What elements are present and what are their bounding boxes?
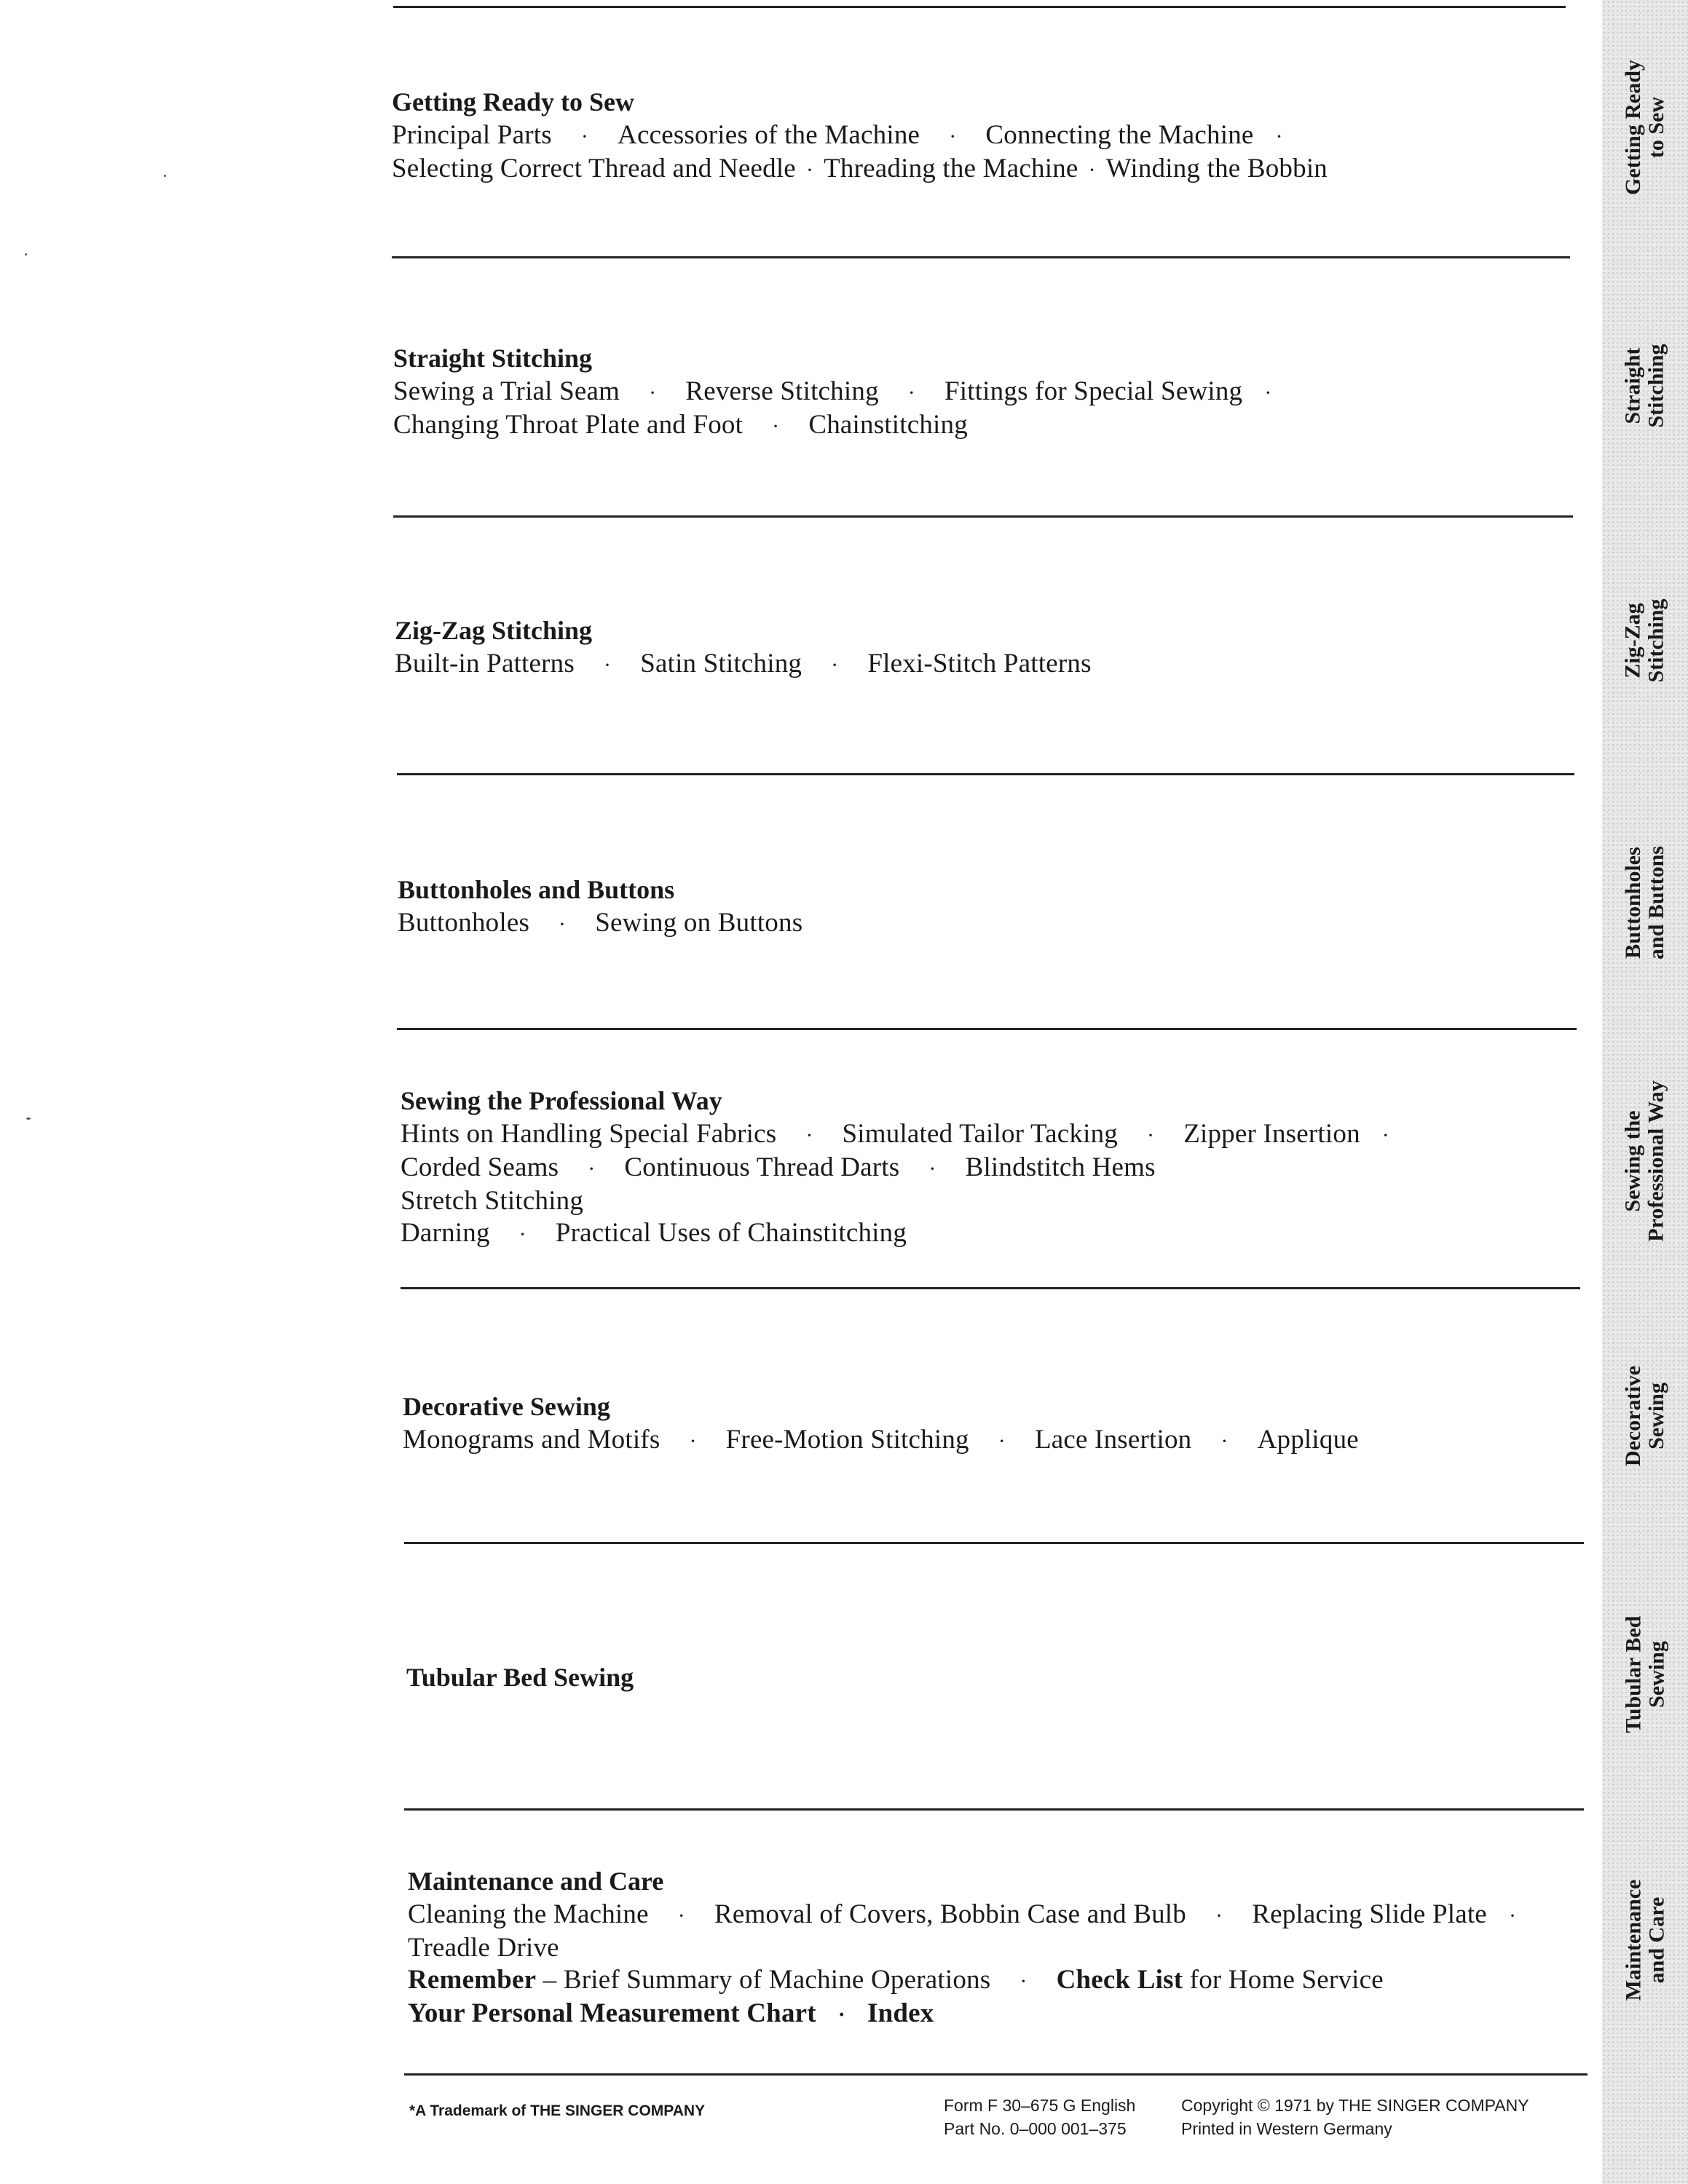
tab-straight-stitching[interactable]	[1602, 262, 1688, 510]
remember-description: – Brief Summary of Machine Operations	[536, 1965, 991, 1995]
tab-decorative[interactable]	[1602, 1289, 1688, 1543]
separator-dot: ·	[1146, 1123, 1155, 1147]
rule-7	[404, 1808, 1584, 1811]
rule-top	[393, 6, 1566, 8]
section-line	[392, 153, 1571, 186]
footer-part-number: Part No. 0–000 001–375	[944, 2119, 1127, 2138]
tab-label-line: Getting Ready	[1621, 60, 1646, 195]
tab-buttonholes[interactable]	[1602, 772, 1688, 1034]
contents-item-stretch[interactable]: Stretch Stitching	[401, 1186, 584, 1216]
rule-4	[397, 1028, 1577, 1030]
contents-item-index[interactable]: Index	[867, 1998, 934, 2028]
rule-1	[392, 256, 1570, 258]
section-title: Zig-Zag Stitching	[395, 616, 593, 645]
tab-label-line: Straight	[1621, 347, 1645, 424]
contents-item-thread-needle[interactable]: Selecting Correct Thread and Needle	[392, 154, 796, 183]
section-title: Straight Stitching	[393, 344, 593, 373]
contents-item-built-in[interactable]: Built-in Patterns	[395, 649, 575, 678]
section-title[interactable]: Tubular Bed Sewing	[406, 1663, 634, 1692]
section-line	[393, 409, 1573, 443]
contents-item-special-fabrics[interactable]: Hints on Handling Special Fabrics	[401, 1119, 777, 1149]
contents-item-chainstitch-uses[interactable]: Practical Uses of Chainstitching	[555, 1218, 907, 1248]
contents-item-sewing-buttons[interactable]: Sewing on Buttons	[595, 908, 803, 938]
tab-label-line: Sewing	[1644, 1382, 1669, 1449]
contents-item-measurement-chart[interactable]: Your Personal Measurement Chart	[408, 1998, 816, 2028]
section-professional-way	[401, 1085, 1580, 1251]
tab-maintenance[interactable]	[1602, 1813, 1688, 2068]
contents-item-reverse[interactable]: Reverse Stitching	[685, 376, 879, 406]
section-title: Buttonholes and Buttons	[398, 875, 675, 904]
contents-item-darning[interactable]: Darning	[401, 1218, 490, 1248]
separator-dot: ·	[805, 158, 814, 182]
section-line	[408, 1899, 1588, 1932]
contents-item-chainstitching[interactable]: Chainstitching	[808, 410, 968, 440]
section-line	[408, 1932, 1588, 1964]
tab-professional-way[interactable]	[1602, 1030, 1688, 1292]
section-buttonholes	[398, 874, 1577, 941]
contents-item-free-motion[interactable]: Free-Motion Stitching	[725, 1425, 969, 1455]
separator-dot: ·	[1381, 1123, 1389, 1147]
contents-item-winding-bobbin[interactable]: Winding the Bobbin	[1105, 154, 1328, 183]
tab-label-line: and Buttons	[1644, 846, 1668, 960]
section-line	[401, 1217, 1580, 1251]
tab-label-line: to Sew	[1644, 96, 1669, 159]
section-tubular-bed	[406, 1661, 1586, 1695]
separator-dot: ·	[603, 653, 612, 677]
section-line	[401, 1152, 1580, 1185]
contents-item-flexi[interactable]: Flexi-Stitch Patterns	[867, 649, 1092, 678]
rule-3	[397, 773, 1574, 775]
footer-trademark: *A Trademark of THE SINGER COMPANY	[409, 2102, 706, 2119]
section-line	[398, 907, 1577, 941]
tab-label-line: Maintenance	[1621, 1879, 1646, 2001]
tab-label-line: Sewing the	[1621, 1110, 1646, 1212]
rule-bottom	[404, 2073, 1588, 2076]
rule-2	[393, 515, 1573, 518]
separator-dot: ·	[998, 1429, 1006, 1453]
section-line	[401, 1118, 1580, 1152]
contents-item-check-list[interactable]: Check List	[1056, 1965, 1183, 1995]
section-decorative	[403, 1390, 1582, 1457]
section-zigzag	[395, 614, 1574, 681]
contents-item-treadle[interactable]: Treadle Drive	[408, 1933, 559, 1963]
separator-dot: ·	[1215, 1904, 1223, 1928]
scan-speck	[25, 253, 27, 256]
section-getting-ready	[392, 86, 1571, 186]
tab-label-line: Professional Way	[1644, 1080, 1669, 1242]
footer-copyright: Copyright © 1971 by THE SINGER COMPANY	[1181, 2096, 1529, 2115]
separator-dot: ·	[559, 912, 567, 936]
contents-item-blindstitch[interactable]: Blindstitch Hems	[965, 1152, 1156, 1182]
tab-label-line: Zig-Zag	[1621, 603, 1645, 678]
section-line	[393, 376, 1573, 409]
separator-dot: ·	[928, 1157, 936, 1181]
contents-item-darts[interactable]: Continuous Thread Darts	[624, 1152, 900, 1182]
tab-getting-ready[interactable]	[1602, 0, 1688, 255]
separator-dot: ·	[805, 1123, 813, 1147]
contents-item-buttonholes[interactable]: Buttonholes	[398, 908, 530, 938]
separator-dot: ·	[677, 1904, 685, 1928]
contents-item-removal-covers[interactable]: Removal of Covers, Bobbin Case and Bulb	[714, 1899, 1186, 1929]
contents-item-slide-plate[interactable]: Replacing Slide Plate	[1252, 1899, 1487, 1929]
contents-item-applique[interactable]: Applique	[1257, 1425, 1359, 1455]
tab-label-line: Stitching	[1644, 598, 1668, 683]
section-title: Getting Ready to Sew	[392, 87, 634, 116]
section-line	[403, 1424, 1582, 1457]
tab-label-line: Sewing	[1644, 1641, 1668, 1708]
tab-label-line: Tubular Bed	[1621, 1615, 1645, 1733]
section-maintenance	[408, 1865, 1588, 2031]
contents-item-principal-parts[interactable]: Principal Parts	[392, 120, 552, 150]
contents-item-throat-plate[interactable]: Changing Throat Plate and Foot	[393, 410, 744, 440]
separator-dot: ·	[837, 2003, 846, 2027]
footer-copyright-info	[1181, 2094, 1529, 2140]
tab-label-line: Buttonholes	[1621, 847, 1645, 959]
separator-dot: ·	[649, 381, 657, 405]
separator-dot: ·	[1508, 1904, 1517, 1928]
separator-dot: ·	[907, 381, 915, 405]
separator-dot: ·	[1220, 1429, 1228, 1453]
rule-6	[404, 1542, 1584, 1544]
separator-dot: ·	[831, 653, 839, 677]
separator-dot: ·	[518, 1222, 526, 1246]
contents-item-remember[interactable]: Remember	[408, 1965, 537, 1995]
separator-dot: ·	[949, 124, 957, 149]
section-straight-stitching	[393, 342, 1573, 443]
footer-printed: Printed in Western Germany	[1181, 2119, 1392, 2138]
section-line	[392, 119, 1571, 153]
scan-speck	[164, 175, 166, 177]
section-title: Decorative Sewing	[403, 1392, 610, 1421]
section-line	[401, 1185, 1580, 1217]
contents-item-connecting[interactable]: Connecting the Machine	[985, 120, 1254, 150]
tab-label-line: and Care	[1644, 1896, 1669, 1984]
separator-dot: ·	[1019, 1969, 1028, 1993]
contents-item-zipper[interactable]: Zipper Insertion	[1183, 1119, 1360, 1149]
contents-item-lace[interactable]: Lace Insertion	[1034, 1425, 1192, 1455]
tab-label-line: Decorative	[1621, 1365, 1646, 1467]
section-line	[408, 1964, 1588, 1998]
section-title: Maintenance and Care	[408, 1867, 664, 1896]
rule-5	[401, 1287, 1580, 1289]
tab-zigzag[interactable]	[1602, 517, 1688, 764]
check-list-description: for Home Service	[1183, 1965, 1384, 1995]
separator-dot: ·	[1275, 124, 1283, 149]
tab-tubular-bed[interactable]	[1602, 1543, 1688, 1805]
section-line	[408, 1998, 1588, 2031]
scan-speck	[26, 1117, 31, 1120]
contents-item-satin[interactable]: Satin Stitching	[640, 649, 802, 678]
separator-dot: ·	[772, 414, 780, 438]
section-line	[395, 648, 1574, 681]
footer-form-info	[944, 2094, 1135, 2140]
contents-item-fittings[interactable]: Fittings for Special Sewing	[944, 376, 1243, 406]
separator-dot: ·	[1264, 381, 1272, 405]
separator-dot: ·	[689, 1429, 697, 1453]
contents-item-trial-seam[interactable]: Sewing a Trial Seam	[393, 376, 620, 406]
footer-form-number: Form F 30–675 G English	[944, 2096, 1136, 2115]
contents-item-corded-seams[interactable]: Corded Seams	[401, 1152, 559, 1182]
separator-dot: ·	[580, 124, 589, 149]
contents-item-accessories[interactable]: Accessories of the Machine	[618, 120, 920, 150]
separator-dot: ·	[1088, 158, 1096, 182]
contents-item-tailor-tacking[interactable]: Simulated Tailor Tacking	[842, 1119, 1118, 1149]
tab-label-line: Stitching	[1644, 344, 1668, 428]
section-title: Sewing the Professional Way	[401, 1086, 722, 1115]
separator-dot: ·	[588, 1157, 596, 1181]
contents-item-monograms[interactable]: Monograms and Motifs	[403, 1425, 660, 1455]
contents-item-threading[interactable]: Threading the Machine	[824, 154, 1078, 183]
contents-item-cleaning[interactable]: Cleaning the Machine	[408, 1899, 649, 1929]
